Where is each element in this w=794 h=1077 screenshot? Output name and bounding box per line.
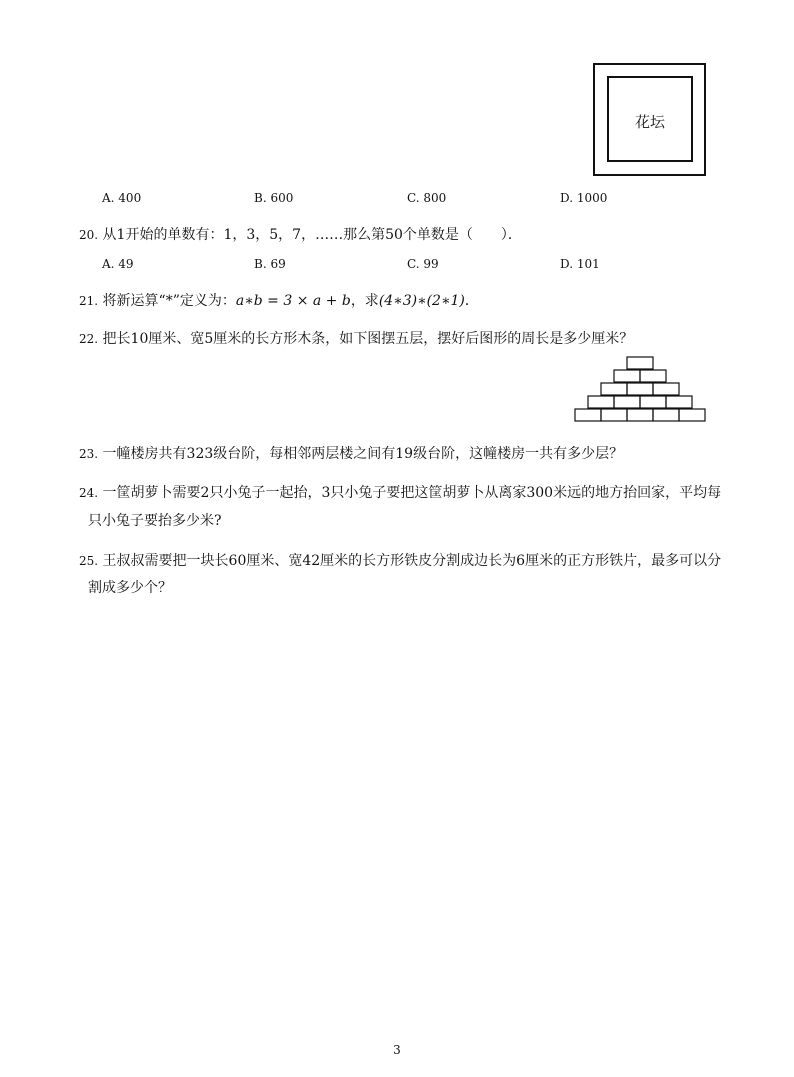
question-22 [79,329,633,349]
q20-option-a: A. 49 [102,257,134,271]
question-21 [79,291,479,311]
q20-option-b: B. 69 [254,257,286,271]
question-text-prefix: 将新运算“*”定义为： [102,293,236,309]
page-number: 3 [393,1043,401,1057]
q20-option-c: C. 99 [407,257,439,271]
question-20 [79,225,522,245]
question-24-line2: 只小兔子要抬多少米? [88,513,222,529]
question-number: 21. [79,294,99,308]
q20-option-d: D. 101 [560,257,600,271]
question-23 [79,444,623,464]
q19-option-c: C. 800 [407,191,447,205]
q19-option-b: B. 600 [254,191,294,205]
question-number: 24. [79,486,99,500]
question-text: 把长10厘米、宽5厘米的长方形木条，如下图摆五层，摆好后图形的周长是多少厘米？ [102,331,634,347]
question-text-line1: 一筐胡萝卜需要2只小兔子一起抬，3只小兔子要把这筐胡萝卜从离家300米远的地方抬回家，平均每 [102,485,722,501]
question-25-line2: 割成多少个？ [88,580,172,596]
question-text: 从1开始的单数有：1，3，5，7，……那么第50个单数是（ ）． [102,227,522,243]
flowerbed-label: 花坛 [634,113,665,131]
brick-pyramid-figure [573,355,707,425]
question-number: 20. [79,228,99,242]
question-text-line1: 王叔叔需要把一块长60厘米、宽42厘米的长方形铁皮分割成边长为6厘米的正方形铁片，最多可以分 [102,553,722,569]
question-text-suffix: ． [464,293,479,309]
question-text-mid: ，求 [350,293,379,309]
question-number: 23. [79,447,99,461]
question-25 [79,551,721,571]
q19-option-d: D. 1000 [560,191,608,205]
question-number: 25. [79,554,99,568]
question-24 [79,483,721,503]
question-number: 22. [79,332,99,346]
expression: (4∗3)∗(2∗1) [378,293,465,309]
q19-option-a: A. 400 [102,191,142,205]
question-text: 一幢楼房共有323级台阶，每相邻两层楼之间有19级台阶，这幢楼房一共有多少层？ [102,446,624,462]
operation-definition: a∗b = 3 × a + b [235,293,351,309]
